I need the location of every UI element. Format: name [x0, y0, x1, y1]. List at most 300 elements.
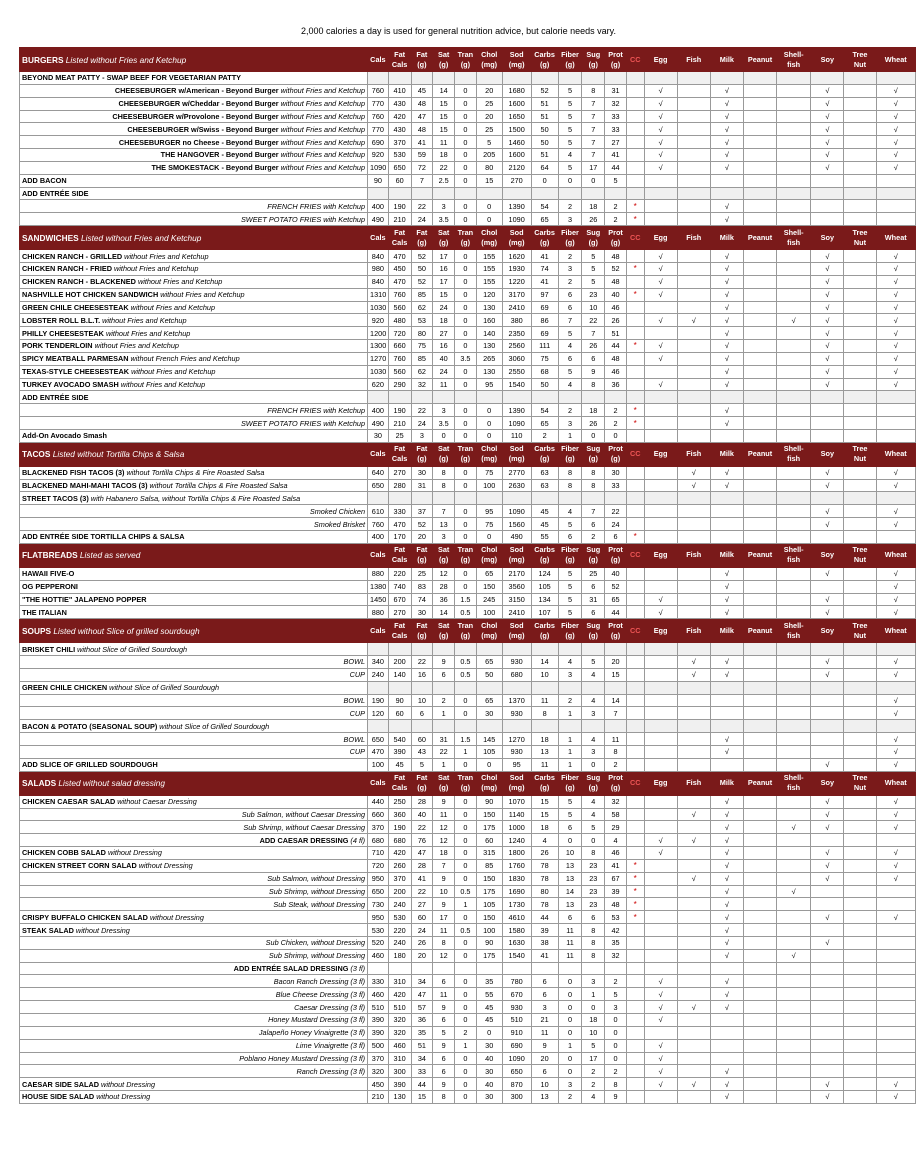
value-cell: 100: [368, 758, 389, 771]
value-cell: √: [710, 378, 743, 391]
column-header: Egg: [644, 771, 677, 795]
value-cell: 2: [558, 694, 582, 707]
value-cell: √: [811, 847, 844, 860]
value-cell: 0: [558, 988, 582, 1001]
item-description: without Fries and Ketchup: [278, 111, 366, 121]
value-cell: 12: [433, 567, 455, 580]
table-row: [20, 962, 916, 975]
section-description: Listed as served: [77, 550, 141, 561]
cc-marker: [626, 847, 644, 860]
value-cell: 5: [476, 136, 502, 149]
value-cell: 52: [605, 262, 627, 275]
value-cell: √: [811, 505, 844, 518]
value-cell: 2550: [502, 365, 531, 378]
value-cell: 2: [531, 429, 558, 442]
item-name: [20, 911, 368, 924]
item-description: without Dressing: [136, 861, 193, 871]
cc-marker: [626, 365, 644, 378]
value-cell: 57: [411, 1001, 433, 1014]
value-cell: 53: [605, 911, 627, 924]
value-cell: 83: [411, 580, 433, 593]
item-description: BOWL: [343, 734, 366, 744]
value-cell: [876, 1001, 916, 1014]
value-cell: [605, 962, 627, 975]
value-cell: 155: [476, 262, 502, 275]
value-cell: √: [876, 580, 916, 593]
item-description: without Caesar Dressing: [115, 797, 197, 807]
value-cell: √: [876, 745, 916, 758]
value-cell: [743, 352, 776, 365]
value-cell: 0: [455, 707, 477, 720]
value-cell: [777, 872, 811, 885]
value-cell: √: [677, 656, 710, 669]
value-cell: √: [876, 694, 916, 707]
value-cell: 32: [605, 949, 627, 962]
item-name: [20, 1052, 368, 1065]
value-cell: [844, 288, 876, 301]
table-row: [20, 352, 916, 365]
value-cell: 500: [368, 1039, 389, 1052]
column-header: Peanut: [743, 771, 776, 795]
value-cell: 245: [476, 593, 502, 606]
value-cell: 31: [433, 733, 455, 746]
value-cell: [582, 720, 605, 733]
value-cell: [743, 518, 776, 531]
value-cell: 25: [411, 567, 433, 580]
cc-marker: [626, 301, 644, 314]
value-cell: 13: [558, 898, 582, 911]
column-header: Sod (mg): [502, 48, 531, 72]
value-cell: 11: [558, 949, 582, 962]
value-cell: 25: [476, 97, 502, 110]
value-cell: [644, 1026, 677, 1039]
value-cell: [677, 733, 710, 746]
value-cell: [743, 834, 776, 847]
value-cell: 0: [558, 1026, 582, 1039]
value-cell: [844, 1039, 876, 1052]
value-cell: [644, 492, 677, 505]
value-cell: √: [710, 340, 743, 353]
cc-marker: *: [626, 200, 644, 213]
item-name: [20, 200, 368, 213]
value-cell: [844, 340, 876, 353]
value-cell: [368, 643, 389, 656]
value-cell: [876, 975, 916, 988]
value-cell: [677, 694, 710, 707]
value-cell: √: [876, 733, 916, 746]
value-cell: 0: [455, 1078, 477, 1091]
value-cell: 0: [476, 429, 502, 442]
value-cell: [844, 161, 876, 174]
value-cell: 47: [411, 110, 433, 123]
value-cell: 490: [502, 531, 531, 544]
value-cell: √: [811, 936, 844, 949]
cc-marker: [626, 136, 644, 149]
item-description: Sub Steak, without Dressing: [273, 899, 366, 909]
item-description: without Tortilla Chips & Fire Roasted Salsa: [147, 481, 288, 491]
value-cell: 29: [605, 821, 627, 834]
value-cell: 8: [558, 479, 582, 492]
value-cell: 85: [411, 288, 433, 301]
value-cell: 1630: [502, 936, 531, 949]
value-cell: √: [710, 885, 743, 898]
item-name: [20, 949, 368, 962]
cc-marker: [626, 1014, 644, 1027]
table-row: [20, 872, 916, 885]
section-header: [20, 48, 916, 72]
value-cell: [677, 847, 710, 860]
value-cell: [388, 962, 411, 975]
value-cell: [368, 187, 389, 200]
column-header: Prot (g): [605, 442, 627, 466]
value-cell: [455, 391, 477, 404]
value-cell: [677, 745, 710, 758]
value-cell: 85: [476, 859, 502, 872]
item-description: SWEET POTATO FRIES with Ketchup: [240, 214, 366, 224]
value-cell: 5: [558, 593, 582, 606]
value-cell: [605, 391, 627, 404]
value-cell: [743, 123, 776, 136]
value-cell: 210: [388, 417, 411, 430]
value-cell: 650: [502, 1065, 531, 1078]
value-cell: 31: [582, 593, 605, 606]
value-cell: 1310: [368, 288, 389, 301]
value-cell: √: [710, 656, 743, 669]
value-cell: 190: [388, 404, 411, 417]
value-cell: √: [876, 84, 916, 97]
value-cell: 20: [605, 656, 627, 669]
section-title: [20, 48, 368, 72]
column-header: Egg: [644, 226, 677, 250]
value-cell: 390: [368, 1014, 389, 1027]
value-cell: [777, 492, 811, 505]
value-cell: 5: [582, 262, 605, 275]
item-name: [20, 97, 368, 110]
value-cell: √: [876, 795, 916, 808]
value-cell: 42: [605, 924, 627, 937]
column-header: Milk: [710, 48, 743, 72]
value-cell: 560: [388, 301, 411, 314]
value-cell: 16: [433, 340, 455, 353]
value-cell: 0: [455, 531, 477, 544]
value-cell: 0: [455, 936, 477, 949]
value-cell: √: [777, 949, 811, 962]
column-header: Prot (g): [605, 771, 627, 795]
value-cell: 930: [502, 745, 531, 758]
column-header: Prot (g): [605, 226, 627, 250]
value-cell: √: [644, 378, 677, 391]
value-cell: √: [876, 136, 916, 149]
column-header: Tran (g): [455, 543, 477, 567]
value-cell: 8: [605, 1078, 627, 1091]
value-cell: 760: [368, 110, 389, 123]
value-cell: 41: [531, 250, 558, 263]
value-cell: √: [710, 404, 743, 417]
item-name: [20, 606, 368, 619]
value-cell: [368, 962, 389, 975]
value-cell: √: [811, 149, 844, 162]
value-cell: √: [811, 466, 844, 479]
value-cell: [844, 1078, 876, 1091]
value-cell: [455, 962, 477, 975]
value-cell: [777, 593, 811, 606]
table-row: [20, 1014, 916, 1027]
item-name: [20, 275, 368, 288]
value-cell: √: [811, 352, 844, 365]
value-cell: 930: [502, 1001, 531, 1014]
column-header: Wheat: [876, 771, 916, 795]
cc-marker: [626, 656, 644, 669]
value-cell: √: [876, 518, 916, 531]
value-cell: [644, 885, 677, 898]
value-cell: [677, 429, 710, 442]
value-cell: 5: [582, 275, 605, 288]
item-title: GREEN CHILE CHEESESTEAK: [22, 302, 129, 312]
item-title: CHICKEN RANCH - BLACKENED: [22, 277, 136, 287]
value-cell: [844, 988, 876, 1001]
item-name: [20, 417, 368, 430]
value-cell: [844, 567, 876, 580]
value-cell: 6: [433, 975, 455, 988]
item-title: ADD ENTRÉE SIDE: [22, 392, 89, 402]
value-cell: [531, 187, 558, 200]
value-cell: 78: [531, 872, 558, 885]
value-cell: √: [811, 314, 844, 327]
value-cell: [677, 821, 710, 834]
value-cell: 530: [388, 911, 411, 924]
cc-marker: *: [626, 885, 644, 898]
value-cell: 54: [531, 404, 558, 417]
value-cell: 175: [476, 821, 502, 834]
value-cell: 460: [368, 988, 389, 1001]
value-cell: 6: [558, 821, 582, 834]
value-cell: √: [644, 123, 677, 136]
table-row: [20, 250, 916, 263]
value-cell: [677, 580, 710, 593]
value-cell: [502, 72, 531, 85]
value-cell: [677, 720, 710, 733]
value-cell: [844, 720, 876, 733]
value-cell: [844, 417, 876, 430]
value-cell: 1.5: [455, 593, 477, 606]
value-cell: [777, 505, 811, 518]
value-cell: 9: [433, 872, 455, 885]
value-cell: [644, 531, 677, 544]
column-header: Fish: [677, 226, 710, 250]
value-cell: 95: [476, 505, 502, 518]
value-cell: [743, 962, 776, 975]
value-cell: 2: [558, 404, 582, 417]
column-header: CC: [626, 543, 644, 567]
value-cell: 0: [455, 1014, 477, 1027]
value-cell: 40: [476, 1078, 502, 1091]
value-cell: [531, 643, 558, 656]
table-row: [20, 988, 916, 1001]
value-cell: 62: [411, 301, 433, 314]
value-cell: √: [644, 606, 677, 619]
value-cell: [433, 492, 455, 505]
item-description: Sub Shrimp, without Dressing: [268, 951, 366, 961]
item-description: without Fries and Ketchup: [158, 290, 245, 300]
value-cell: [844, 352, 876, 365]
item-description: Honey Mustard Dressing (3 fl): [268, 1015, 366, 1025]
value-cell: √: [710, 275, 743, 288]
column-header: Sug (g): [582, 226, 605, 250]
value-cell: 470: [388, 275, 411, 288]
value-cell: 5: [433, 1026, 455, 1039]
value-cell: 8: [582, 924, 605, 937]
value-cell: √: [710, 136, 743, 149]
value-cell: [743, 885, 776, 898]
value-cell: 0: [476, 417, 502, 430]
column-header: Shell- fish: [777, 442, 811, 466]
value-cell: 78: [531, 859, 558, 872]
table-row: [20, 288, 916, 301]
value-cell: √: [644, 262, 677, 275]
value-cell: [743, 404, 776, 417]
value-cell: 1600: [502, 149, 531, 162]
value-cell: [388, 720, 411, 733]
value-cell: 910: [502, 1026, 531, 1039]
item-description: without Dressing: [99, 1079, 155, 1089]
value-cell: [743, 72, 776, 85]
table-row: [20, 643, 916, 656]
value-cell: 48: [605, 898, 627, 911]
value-cell: 1450: [368, 593, 389, 606]
value-cell: 34: [411, 975, 433, 988]
value-cell: [502, 681, 531, 694]
value-cell: 470: [388, 518, 411, 531]
table-row: [20, 365, 916, 378]
value-cell: 1730: [502, 898, 531, 911]
value-cell: 3150: [502, 593, 531, 606]
value-cell: [644, 859, 677, 872]
value-cell: 17: [582, 161, 605, 174]
item-name: [20, 492, 368, 505]
value-cell: √: [811, 97, 844, 110]
value-cell: √: [811, 301, 844, 314]
value-cell: 3: [558, 417, 582, 430]
value-cell: 0: [558, 1052, 582, 1065]
value-cell: 39: [531, 924, 558, 937]
value-cell: 1270: [368, 352, 389, 365]
value-cell: √: [811, 378, 844, 391]
item-name: [20, 720, 368, 733]
item-name: [20, 924, 368, 937]
value-cell: 6: [558, 911, 582, 924]
value-cell: 85: [411, 352, 433, 365]
value-cell: [777, 97, 811, 110]
value-cell: [558, 720, 582, 733]
value-cell: √: [710, 975, 743, 988]
value-cell: 41: [411, 136, 433, 149]
value-cell: 6: [558, 352, 582, 365]
item-name: [20, 745, 368, 758]
value-cell: [777, 924, 811, 937]
value-cell: 22: [433, 161, 455, 174]
value-cell: 310: [388, 975, 411, 988]
value-cell: 0: [455, 479, 477, 492]
value-cell: √: [710, 745, 743, 758]
value-cell: 12: [433, 821, 455, 834]
item-title: NASHVILLE HOT CHICKEN SANDWICH: [22, 290, 159, 300]
item-name: [20, 872, 368, 885]
value-cell: [844, 174, 876, 187]
column-header: Peanut: [743, 48, 776, 72]
value-cell: 0: [605, 1026, 627, 1039]
value-cell: 65: [476, 694, 502, 707]
value-cell: 8: [582, 479, 605, 492]
value-cell: 870: [502, 1078, 531, 1091]
value-cell: 840: [368, 275, 389, 288]
item-title: THE ITALIAN: [22, 607, 67, 617]
section-title: [20, 226, 368, 250]
value-cell: √: [710, 859, 743, 872]
value-cell: [644, 174, 677, 187]
column-header: Fish: [677, 543, 710, 567]
value-cell: [710, 681, 743, 694]
value-cell: 1800: [502, 847, 531, 860]
value-cell: 950: [368, 911, 389, 924]
value-cell: 51: [531, 110, 558, 123]
column-header: Fish: [677, 442, 710, 466]
value-cell: [743, 479, 776, 492]
value-cell: 25: [388, 429, 411, 442]
value-cell: [844, 821, 876, 834]
value-cell: [743, 288, 776, 301]
value-cell: 15: [605, 668, 627, 681]
value-cell: 0: [455, 200, 477, 213]
value-cell: 10: [433, 885, 455, 898]
column-header: Peanut: [743, 226, 776, 250]
item-name: [20, 1091, 368, 1104]
value-cell: 0: [558, 1001, 582, 1014]
section-header: [20, 442, 916, 466]
value-cell: 60: [476, 834, 502, 847]
section-description: Listed without Slice of grilled sourdough: [51, 625, 200, 636]
value-cell: [777, 84, 811, 97]
item-description: CUP: [349, 708, 366, 718]
table-row: [20, 834, 916, 847]
value-cell: 11: [531, 694, 558, 707]
value-cell: [582, 681, 605, 694]
value-cell: [710, 1039, 743, 1052]
value-cell: 13: [558, 859, 582, 872]
item-description: Ranch Dressing (3 fl): [296, 1066, 366, 1076]
item-description: without Dressing: [147, 912, 204, 922]
value-cell: [677, 123, 710, 136]
value-cell: [876, 531, 916, 544]
value-cell: [677, 187, 710, 200]
value-cell: [710, 1052, 743, 1065]
column-header: Fish: [677, 48, 710, 72]
cc-marker: [626, 97, 644, 110]
value-cell: 95: [476, 378, 502, 391]
column-header: Tran (g): [455, 771, 477, 795]
value-cell: [644, 758, 677, 771]
value-cell: 44: [531, 911, 558, 924]
value-cell: 13: [558, 872, 582, 885]
value-cell: [876, 429, 916, 442]
value-cell: [876, 834, 916, 847]
value-cell: 22: [411, 200, 433, 213]
value-cell: 0: [455, 859, 477, 872]
item-name: [20, 110, 368, 123]
item-title: OG PEPPERONI: [22, 582, 78, 592]
value-cell: [605, 187, 627, 200]
item-description: Sub Shrimp, without Dressing: [268, 886, 366, 896]
column-header: Tree Nut: [844, 48, 876, 72]
